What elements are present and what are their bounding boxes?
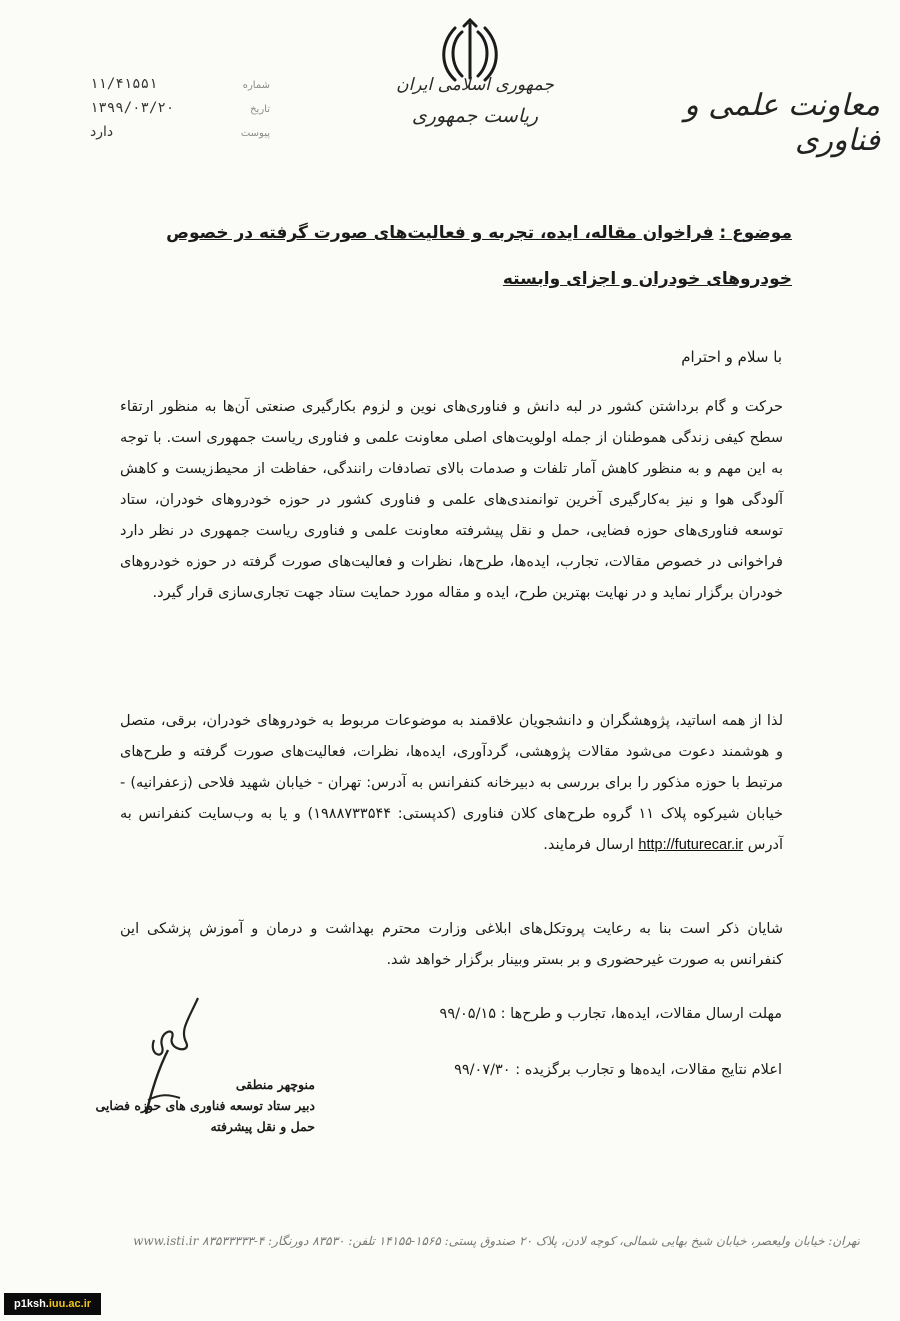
- submission-deadline: مهلت ارسال مقالات، ایده‌ها، تجارب و طرح‌ها : ۹۹/۰۵/۱۵: [439, 1006, 782, 1022]
- signer-name: منوچهر منطقی: [235, 1077, 315, 1092]
- paragraph-2-end: ارسال فرمایند.: [543, 837, 634, 853]
- paragraph-2-text: لذا از همه اساتید، پژوهشگران و دانشجویان علاقمند به موضوعات مربوط به خودروهای خودران، برقی، متصل و هوشمند دعوت می‌شود مقالات پژوهشی، گردآوری، ایده‌ها، نظرات، فعالیت‌های صورت گرفته و طرح‌های مرتبط با حوزه مذکور را برای بررسی به دبیرخانه کنفرانس به آدرس: تهران - خیابان شهید فلاحی (زعفرانیه) - خیابان شیرکوه پلاک ۱۱ گروه طرح‌های کلان فناوری (کدپستی: ۱۹۸۸۷۳۳۵۴۴) و یا به وب‌سایت کنفرانس به آدرس: [120, 713, 784, 853]
- site-watermark: [4, 1293, 101, 1315]
- subject-label: موضوع :: [719, 223, 792, 243]
- body-paragraph-2: [120, 706, 783, 861]
- meta-attachment-label: پیوست: [240, 128, 270, 139]
- meta-attachment-row: [90, 124, 270, 148]
- body-paragraph-1: حرکت و گام برداشتن کشور در لبه دانش و فناوری‌های نوین و لزوم بکارگیری صنعتی آن‌ها به منظور ارتقاء سطح کیفی زندگی هموطنان از جمله اولویت‌های اصلی معاونت علمی و فناوری ریاست جمهوری است. با توجه به این مهم و به منظور کاهش آمار تلفات و صدمات بالای تصادفات رانندگی، حفاظت از محیط‌زیست و کاهش آلودگی هوا و نیز به‌کارگیری آخرین توانمندی‌های علمی و فناوری کشور در حوزه خودروهای خودران، ستاد توسعه فناوری‌های حوزه فضایی، حمل و نقل پیشرفته معاونت علمی و فناوری ریاست جمهوری در نظر دارد فراخوانی در خصوص مقالات، تجارب، ایده‌ها، طرح‌ها، نظرات و فعالیت‌های صورت گرفته در حوزه خودروهای خودران برگزار نماید و در نهایت بهترین طرح، ایده و مقاله مورد حمایت ستاد جهت تجاری‌سازی قرار گیرد.: [120, 399, 783, 601]
- letter-subject: [100, 210, 792, 302]
- results-announcement: اعلام نتایج مقالات، ایده‌ها و تجارب برگزیده : ۹۹/۰۷/۳۰: [454, 1062, 782, 1078]
- signer-title-line1: دبیر ستاد توسعه فناوری های حوزه فضایی: [95, 1098, 315, 1113]
- subject-text: فراخوان مقاله، ایده، تجربه و فعالیت‌های صورت گرفته در خصوص خودروهای خودران و اجزای وابسته: [166, 223, 792, 289]
- meta-number-label: شماره: [242, 80, 270, 91]
- meta-attachment-value: دارد: [90, 124, 114, 140]
- meta-date-label: تاریخ: [250, 104, 270, 115]
- department-logo: معاونت علمی و فناوری: [684, 88, 880, 158]
- body-paragraph-3: شایان ذکر است بنا به رعایت پروتکل‌های ابلاغی وزارت محترم بهداشت و درمان و آموزش پزشکی این کنفرانس به صورت غیرحضوری و بر بستر وبینار برگزار خواهد شد.: [120, 921, 783, 968]
- watermark-host: iuu.ac.ir: [48, 1298, 92, 1310]
- meta-number-value: ۱۱/۴۱۵۵۱: [90, 76, 158, 92]
- gov-line2: ریاست جمهوری: [411, 104, 539, 127]
- greeting: با سلام و احترام: [681, 348, 782, 366]
- watermark-prefix: p1ksh.: [14, 1298, 49, 1310]
- signer-title-line2: حمل و نقل پیشرفته: [210, 1119, 315, 1134]
- footer-address: تهران: خیابان ولیعصر، خیابان شیخ بهایی شمالی، کوچه لادن، پلاک ۲۰ صندوق پستی: ۱۵۶۵-۱۴۱۵۵ تلفن: ۸۳۵۳۰ دورنگار: ۴-۸۳۵۳۳۳۳۳ www.isti.ir: [133, 1234, 860, 1248]
- meta-date-row: [90, 100, 270, 124]
- meta-date-value: ۱۳۹۹/۰۳/۲۰: [90, 100, 175, 116]
- website-link[interactable]: http://futurecar.ir: [638, 837, 744, 853]
- gov-line1: جمهوری اسلامی ایران: [396, 75, 554, 95]
- meta-number-row: [90, 76, 270, 100]
- government-name: [390, 76, 560, 127]
- letter-meta: [90, 76, 270, 148]
- signature-block: [95, 1074, 315, 1137]
